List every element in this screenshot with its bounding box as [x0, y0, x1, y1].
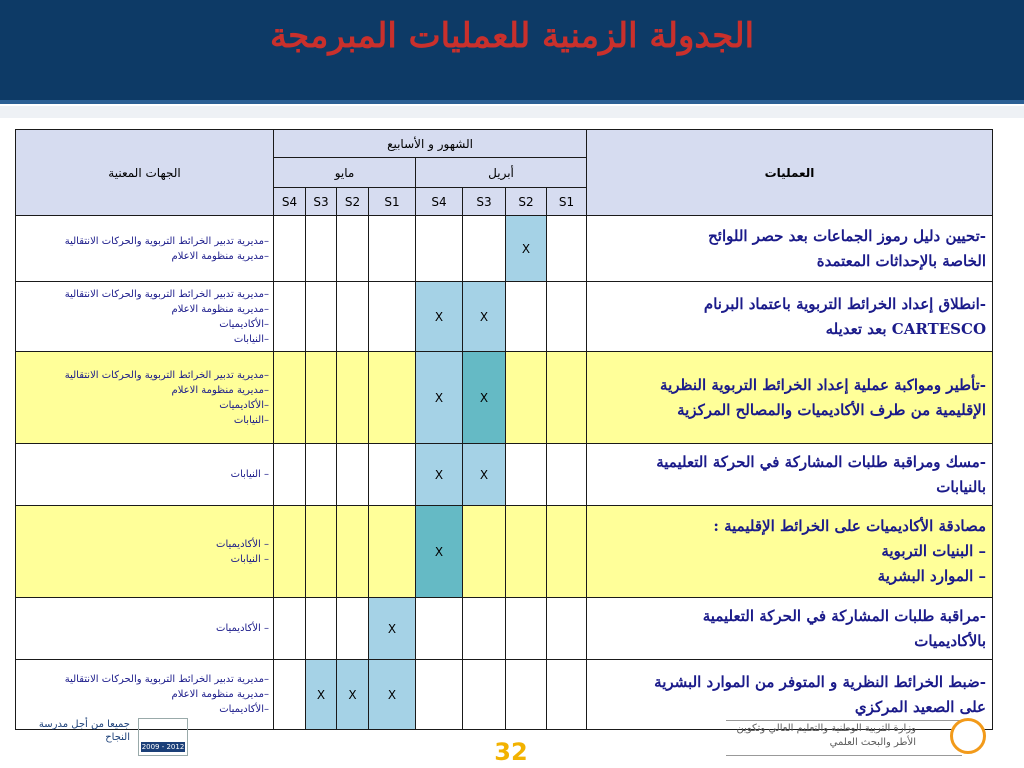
schedule-mark-cell	[547, 282, 587, 352]
header-band	[0, 106, 1024, 118]
operation-line: -انطلاق إعداد الخرائط التربوية باعتماد البرنام	[703, 294, 987, 313]
operation-line: -مراقبة طلبات المشاركة في الحركة التعليمية	[702, 606, 987, 625]
entity-line: –الأكاديميات	[219, 318, 269, 330]
table-row	[16, 352, 993, 444]
header-divider	[0, 100, 1024, 104]
schedule-mark-cell	[547, 506, 587, 598]
schedule-mark-cell	[416, 598, 463, 660]
operation-line: -ضبط الخرائط النظرية و المتوفر من الموارد البشرية	[654, 672, 987, 691]
header-months-weeks: الشهور و الأسابيع	[274, 130, 587, 158]
schedule-table	[15, 129, 993, 730]
schedule-mark-cell	[337, 282, 369, 352]
schedule-mark-cell: X	[463, 444, 506, 506]
slide-title: الجدولة الزمنية للعمليات المبرمجة	[269, 16, 755, 56]
entity-line: – النيابات	[230, 469, 269, 480]
entity-line: –مديرية منظومة الاعلام	[171, 689, 269, 700]
operation-cell	[587, 216, 993, 282]
schedule-mark-cell: X	[416, 282, 463, 352]
schedule-mark-cell	[337, 352, 369, 444]
schedule-mark-cell	[369, 216, 416, 282]
table-row	[16, 598, 993, 660]
schedule-mark-cell	[547, 216, 587, 282]
schedule-mark-cell: X	[463, 352, 506, 444]
footer-ministry: وزارة التربية الوطنية والتعليم العالي وتكوين الأطر والبحث العلمي	[736, 723, 916, 748]
entities-cell	[16, 506, 274, 598]
schedule-mark-cell	[416, 216, 463, 282]
entities-cell	[16, 598, 274, 660]
schedule-mark-cell	[274, 506, 306, 598]
entity-line: –مديرية تدبير الخرائط التربوية والحركات الانتقالية	[64, 288, 269, 300]
week-header: S1	[547, 188, 587, 216]
schedule-mark-cell	[547, 660, 587, 730]
operation-line: -تأطير ومواكبة عملية إعداد الخرائط التربوية النظرية	[660, 375, 987, 394]
entity-line: –النيابات	[233, 333, 269, 345]
page-number: 32	[494, 738, 528, 766]
operation-line: بالأكاديميات	[914, 631, 987, 650]
entity-line: – الأكاديميات	[216, 538, 269, 550]
schedule-mark-cell	[274, 598, 306, 660]
schedule-mark-cell	[506, 660, 547, 730]
schedule-mark-cell	[547, 352, 587, 444]
operation-cell	[587, 506, 993, 598]
schedule-mark-cell	[463, 598, 506, 660]
header-operations: العمليات	[587, 130, 993, 216]
schedule-mark-cell	[306, 216, 337, 282]
week-header: S3	[463, 188, 506, 216]
entity-line: –الأكاديميات	[219, 399, 269, 411]
schedule-mark-cell: X	[306, 660, 337, 730]
entity-line: – الأكاديميات	[216, 623, 269, 634]
header-entities: الجهات المعنية	[16, 130, 274, 216]
schedule-mark-cell	[506, 282, 547, 352]
schedule-mark-cell	[506, 444, 547, 506]
schedule-mark-cell	[337, 444, 369, 506]
entities-cell	[16, 282, 274, 352]
schedule-mark-cell	[506, 506, 547, 598]
operation-line: – الموارد البشرية	[877, 567, 987, 585]
schedule-mark-cell: X	[506, 216, 547, 282]
schedule-mark-cell: X	[369, 660, 416, 730]
header-month-may: مايو	[274, 158, 416, 188]
header-month-april: أبريل	[416, 158, 587, 188]
footer-years: 2009 - 2012	[141, 743, 185, 751]
entity-line: –النيابات	[233, 414, 269, 426]
footer-slogan: جميعا من أجل مدرسة النجاح	[38, 719, 130, 743]
operation-line: الإقليمية من طرف الأكاديميات والمصالح المركزية	[677, 400, 987, 419]
schedule-mark-cell	[337, 506, 369, 598]
operation-cell	[587, 352, 993, 444]
operation-cell	[587, 598, 993, 660]
schedule-mark-cell: X	[369, 598, 416, 660]
schedule-mark-cell	[463, 216, 506, 282]
schedule-mark-cell	[306, 444, 337, 506]
schedule-mark-cell	[306, 282, 337, 352]
operation-line: -مسك ومراقبة طلبات المشاركة في الحركة التعليمية	[656, 452, 987, 471]
operation-line: – البنيات التربوية	[881, 542, 987, 560]
schedule-mark-cell	[369, 352, 416, 444]
entities-cell	[16, 444, 274, 506]
schedule-mark-cell	[369, 506, 416, 598]
table-row	[16, 444, 993, 506]
table-row	[16, 506, 993, 598]
week-header: S4	[274, 188, 306, 216]
week-header: S2	[506, 188, 547, 216]
schedule-mark-cell: X	[463, 282, 506, 352]
table-row	[16, 282, 993, 352]
operation-line: بالنيابات	[936, 477, 987, 496]
operation-cell	[587, 660, 993, 730]
entity-line: –مديرية تدبير الخرائط التربوية والحركات الانتقالية	[64, 369, 269, 381]
schedule-mark-cell	[463, 506, 506, 598]
operation-line: مصادقة الأكاديميات على الخرائط الإقليمية :	[713, 517, 987, 535]
schedule-mark-cell	[274, 282, 306, 352]
schedule-mark-cell	[506, 598, 547, 660]
schedule-mark-cell	[306, 352, 337, 444]
entity-line: – النيابات	[230, 553, 269, 565]
entity-line: –الأكاديميات	[219, 704, 269, 715]
week-header: S4	[416, 188, 463, 216]
week-header: S3	[306, 188, 337, 216]
entity-line: –مديرية منظومة الاعلام	[171, 384, 269, 396]
operation-cell	[587, 444, 993, 506]
schedule-mark-cell	[547, 444, 587, 506]
schedule-mark-cell	[369, 444, 416, 506]
schedule-mark-cell	[337, 598, 369, 660]
slide-header	[0, 0, 1024, 100]
schedule-mark-cell	[337, 216, 369, 282]
schedule-mark-cell	[547, 598, 587, 660]
week-header: S1	[369, 188, 416, 216]
week-header: S2	[337, 188, 369, 216]
schedule-mark-cell	[274, 352, 306, 444]
schedule-mark-cell: X	[416, 506, 463, 598]
entities-cell	[16, 216, 274, 282]
schedule-mark-cell: X	[337, 660, 369, 730]
entity-line: –مديرية منظومة الاعلام	[171, 303, 269, 315]
entity-line: –مديرية منظومة الاعلام	[171, 250, 269, 262]
operation-line: على الصعيد المركزي	[854, 697, 987, 716]
schedule-mark-cell	[416, 660, 463, 730]
schedule-mark-cell	[306, 506, 337, 598]
schedule-mark-cell: X	[416, 352, 463, 444]
ministry-logo	[950, 718, 986, 754]
table-row	[16, 216, 993, 282]
entity-line: –مديرية تدبير الخرائط التربوية والحركات الانتقالية	[64, 235, 269, 247]
schedule-mark-cell	[274, 444, 306, 506]
operation-line: الخاصة بالإحداثات المعتمدة	[816, 251, 987, 270]
entity-line: –مديرية تدبير الخرائط التربوية والحركات الانتقالية	[64, 674, 269, 685]
schedule-mark-cell	[306, 598, 337, 660]
operation-line: -تحيين دليل رموز الجماعات بعد حصر اللوائح	[708, 226, 987, 245]
operation-cell	[587, 282, 993, 352]
operation-line: CARTESCO بعد تعديله	[825, 319, 987, 338]
schedule-mark-cell	[463, 660, 506, 730]
schedule-mark-cell	[274, 660, 306, 730]
schedule-mark-cell	[274, 216, 306, 282]
entities-cell	[16, 352, 274, 444]
schedule-mark-cell	[369, 282, 416, 352]
schedule-mark-cell	[506, 352, 547, 444]
schedule-mark-cell: X	[416, 444, 463, 506]
